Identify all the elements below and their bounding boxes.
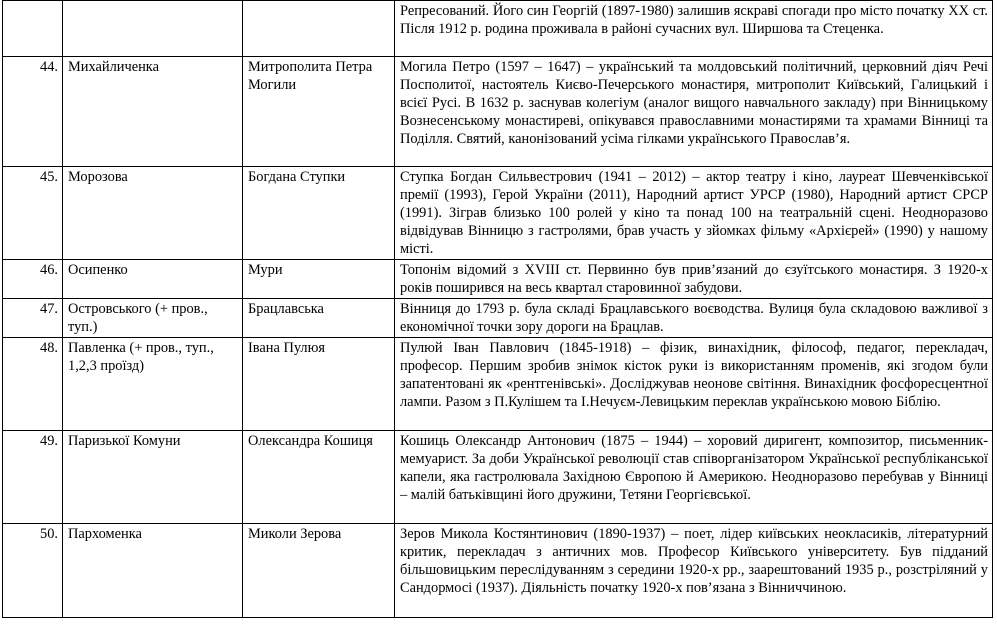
new-street-name [243,1,395,57]
row-number: 46. [3,260,63,299]
street-renaming-table [2,0,993,618]
new-street-name: Митрополита Петра Могили [243,57,395,167]
table-row [3,57,993,167]
new-street-name: Івана Пулюя [243,338,395,431]
table-row [3,167,993,260]
old-street-name: Пархоменка [63,524,243,618]
table-row [3,299,993,338]
street-description: Ступка Богдан Сильвестрович (1941 – 2012) – актор театру і кіно, лауреат Шевченківської премії (1993), Герой України (2011), Народний артист УРСР (1980), Народний артист СРСР (1991). Зіграв близько 100 ролей у кіно та понад 100 на театральній сцені. Неодноразово відвідував Вінницю з гастролями, брав участь у зйомках фільму «Архієрей» (1990) у нашому місті. [395,167,993,260]
old-street-name [63,1,243,57]
row-number [3,1,63,57]
new-street-name: Мури [243,260,395,299]
street-description: Вінниця до 1793 р. була складі Брацлавського воєводства. Вулиця була складовою важливої з економічної точки зору дороги на Брацлав. [395,299,993,338]
street-description: Репресований. Його син Георгій (1897-1980) залишив яскраві спогади про місто початку ХХ ст. Після 1912 р. родина проживала в районі сучасних вул. Ширшова та Стеценка. [395,1,993,57]
street-description: Могила Петро (1597 – 1647) – український та молдовський політичний, церковний діяч Речі Посполитої, настоятель Києво-Печерського монастиря, митрополит Київський, Галицький і всієї Русі. В 1632 р. заснував колегіум (аналог вищого навчального закладу) при Вінницькому Вознесенському монастиреві, опікувався православними монастирями та храмами Вінниці та Поділля. Святий, канонізований усіма гілками українського Православ’я. [395,57,993,167]
street-description: Топонім відомий з XVIII ст. Первинно був прив’язаний до єзуїтського монастиря. З 1920-х років поширився на весь квартал старовинної забудови. [395,260,993,299]
row-number: 44. [3,57,63,167]
old-street-name: Осипенко [63,260,243,299]
new-street-name: Миколи Зерова [243,524,395,618]
row-number: 45. [3,167,63,260]
table-row [3,431,993,524]
old-street-name: Михайличенка [63,57,243,167]
old-street-name: Павленка (+ пров., туп., 1,2,3 проїзд) [63,338,243,431]
old-street-name: Островського (+ пров., туп.) [63,299,243,338]
table-row [3,524,993,618]
street-description: Пулюй Іван Павлович (1845-1918) – фізик, винахідник, філософ, педагог, перекладач, професор. Першим зробив знімок кісток руки із використанням променів, які згодом були запатентовані як «рентгенівські». Досліджував неонове світіння. Винахідник фосфоресцентної лампи. Разом з П.Кулішем та І.Нечуєм-Левицьким переклав українською мовою Біблію. [395,338,993,431]
table-row [3,1,993,57]
row-number: 49. [3,431,63,524]
street-description: Зеров Микола Костянтинович (1890-1937) – поет, лідер київських неокласиків, літературний критик, перекладач з античних мов. Професор Київського університету. Був підданий більшовицьким переслідуванням з середини 1920-х рр., заарештований 1935 р., розстріляний у Сандормосі (1937). Діяльність початку 1920-х пов’язана з Вінниччиною. [395,524,993,618]
old-street-name: Паризької Комуни [63,431,243,524]
row-number: 47. [3,299,63,338]
row-number: 50. [3,524,63,618]
row-number: 48. [3,338,63,431]
new-street-name: Богдана Ступки [243,167,395,260]
table-row [3,260,993,299]
table-row [3,338,993,431]
new-street-name: Олександра Кошиця [243,431,395,524]
street-description: Кошиць Олександр Антонович (1875 – 1944) – хоровий диригент, композитор, письменник-мемуарист. За доби Української революції став співорганізатором Української республіканської капели, яка гастролювала Західною Європою й Америкою. Неодноразово перебував у Вінниці – малій батьківщині його дружини, Тетяни Георгієвської. [395,431,993,524]
new-street-name: Брацлавська [243,299,395,338]
old-street-name: Морозова [63,167,243,260]
